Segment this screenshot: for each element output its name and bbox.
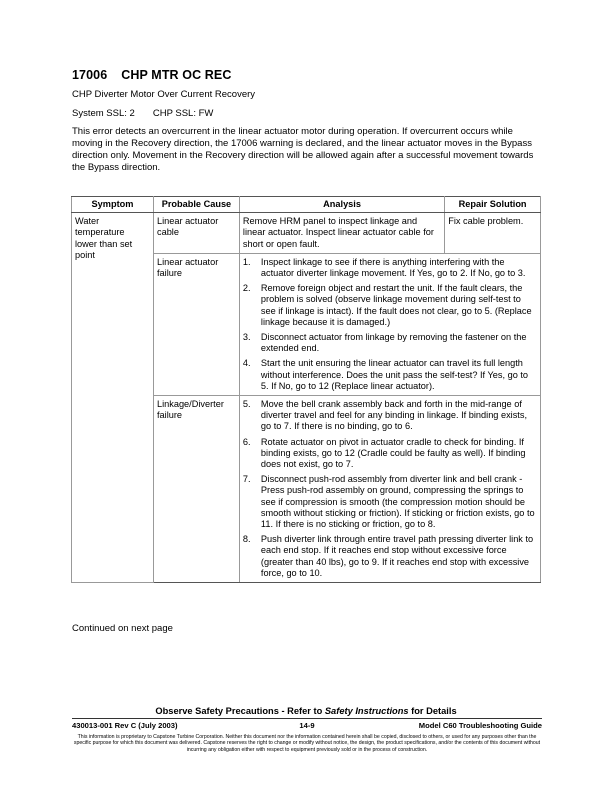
error-description: This error detects an overcurrent in the linear actuator motor during operation. If overcurrent occurs while moving in the Recovery direction, the 17006 warning is declared, and the linear actuator moves in the Bypass direction only. Movement in the Recovery direction will be allowed again after a successful movement towards the Bypass direction. [72,126,534,173]
system-ssl: System SSL: 2 [72,108,135,119]
analysis-step: 2. Remove foreign object and restart the unit. If the fault clears, the problem is solved (observe linkage movement during self-test to see if linkage is intact). If the fault does not clear, go to 5. (Replace linkage because it is damaged.) [242,283,532,327]
analysis-step: 3. Disconnect actuator from linkage by removing the fastener on the extended end. [242,332,527,354]
safety-notice: Observe Safety Precautions - Refer to Safety Instructions for Details [155,706,457,716]
doc-title: Model C60 Troubleshooting Guide [418,721,542,730]
footer [72,721,542,733]
analysis-step: 6. Rotate actuator on pivot in actuator cradle to check for binding. If binding exists, go to 12 (Cradle could be faulty as well). If binding does not exist, go to 7. [242,436,526,470]
error-subtitle: CHP Diverter Motor Over Current Recovery [72,89,256,100]
analysis-cell: Remove HRM panel to inspect linkage and linear actuator. Inspect linear actuator cable for short or open fault. [239,213,444,254]
analysis-step: 7. Disconnect push-rod assembly from diverter link and bell crank - Press push-rod assembly on ground, compressing the springs to see if compression is smooth (the compression motion should be smooth without sticking or friction). If sticking or friction exists, go to 11. If there is no sticking or friction, go to 8. [242,474,535,530]
page-number: 14-9 [299,721,315,730]
column-header-symptom: Symptom [72,197,154,213]
error-name: CHP MTR OC REC [121,68,232,82]
continued-note: Continued on next page [72,623,173,634]
error-code: 17006 [72,68,108,82]
column-header-cause: Probable Cause [153,197,239,213]
symptom-cell [72,213,154,583]
table-header-row [72,197,541,213]
analysis-steps [243,257,537,392]
analysis-step: 8. Push diverter link through entire travel path pressing diverter link to each end stop. If it reaches end stop without excessive force (greater than 40 lbs), go to 9. If it reaches end stop with excessive force, go to 10. [242,534,534,578]
legal-notice: This information is proprietary to Capstone Turbine Corporation. Neither this document nor the information contained herein shall be copied, disclosed to others, or used for any purposes other than the specific purpose for which this document was delivered. Capstone reserves the right to change or modify without notice, the design, the product specifications, and/or the contents of this document without incurring any obligation either with respect to equipment previously sold or in the process of construction. [73,734,541,753]
error-title [72,68,231,82]
troubleshooting-table [71,196,541,583]
column-header-repair: Repair Solution [445,197,541,213]
analysis-cell [239,253,540,395]
analysis-steps [243,399,537,579]
footer-divider [72,718,542,719]
analysis-cell [239,396,540,583]
analysis-step: 5. Move the bell crank assembly back and forth in the mid-range of diverter travel and feel for any binding in linkage. If binding exists, go to 7. If there is no binding, go to 6. [242,399,528,432]
repair-cell: Fix cable problem. [445,213,541,254]
symptom-text: Water temperature lower than set point [75,216,133,260]
chp-ssl: CHP SSL: FW [152,108,214,119]
analysis-step: 1. Inspect linkage to see if there is anything interfering with the actuator diverter linkage movement. If Yes, go to 2. If No, go to 3. [242,256,526,279]
ssl-line [72,108,213,119]
column-header-analysis: Analysis [239,197,444,213]
table-row [72,213,541,254]
cause-cell: Linear actuator cable [153,213,239,254]
doc-number: 430013-001 Rev C (July 2003) [72,721,178,730]
cause-cell: Linkage/Diverter failure [153,396,239,583]
cause-cell: Linear actuator failure [153,253,239,395]
analysis-step: 4. Start the unit ensuring the linear actuator can travel its full length without interference. Does the unit pass the self-test? If Yes, go to 5. If No, go to 12 (Replace linear actuator). [242,358,529,391]
